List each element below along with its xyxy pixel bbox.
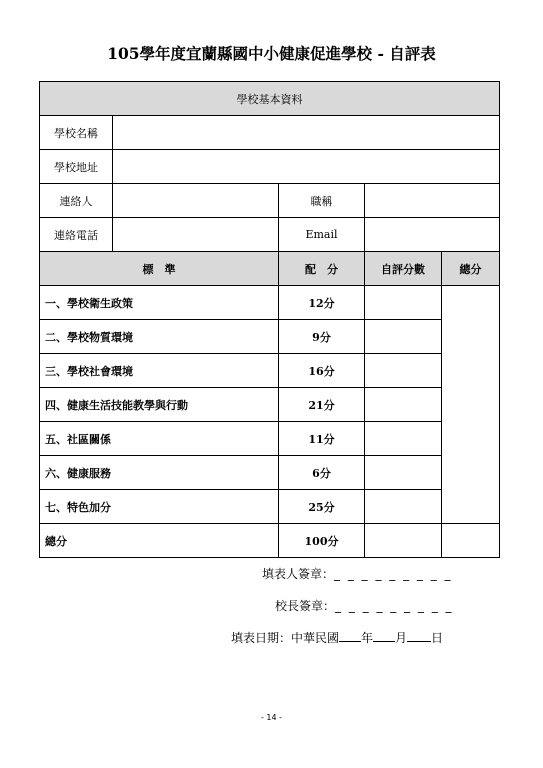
self-score-field[interactable] xyxy=(365,320,442,354)
criterion-label: 二、學校物質環境 xyxy=(40,320,279,354)
criterion-label: 五、社區關係 xyxy=(40,422,279,456)
criterion-label: 三、學校社會環境 xyxy=(40,354,279,388)
total-score-field[interactable] xyxy=(442,286,500,524)
criterion-points: 21分 xyxy=(279,388,365,422)
filler-signature-blank: _ _ _ _ _ _ _ _ _ xyxy=(334,567,453,581)
self-score-field[interactable] xyxy=(365,286,442,320)
date-day-blank[interactable] xyxy=(407,630,431,642)
school-name-label: 學校名稱 xyxy=(40,116,113,150)
date-day-label: 日 xyxy=(431,631,444,645)
total-self-score-field[interactable] xyxy=(365,524,442,558)
school-name-field[interactable] xyxy=(113,116,500,150)
filler-signature-line[interactable] xyxy=(262,565,453,582)
criterion-points: 6分 xyxy=(279,456,365,490)
criterion-points: 16分 xyxy=(279,354,365,388)
principal-signature-label: 校長簽章： xyxy=(275,599,336,613)
date-month-label: 月 xyxy=(395,631,408,645)
date-year-blank[interactable] xyxy=(339,630,361,642)
principal-signature-line[interactable] xyxy=(275,597,454,614)
fill-date-line xyxy=(231,629,443,646)
job-title-field[interactable] xyxy=(365,184,500,218)
page-number: - 14 - xyxy=(260,713,283,722)
criterion-label: 六、健康服務 xyxy=(40,456,279,490)
date-month-blank[interactable] xyxy=(373,630,395,642)
job-title-label: 職稱 xyxy=(279,184,365,218)
phone-label: 連絡電話 xyxy=(40,218,113,252)
criterion-points: 9分 xyxy=(279,320,365,354)
criterion-label: 一、學校衛生政策 xyxy=(40,286,279,320)
self-score-field[interactable] xyxy=(365,422,442,456)
criterion-label: 四、健康生活技能教學與行動 xyxy=(40,388,279,422)
criterion-label: 七、特色加分 xyxy=(40,490,279,524)
self-evaluation-table xyxy=(39,81,500,558)
section-header-basic-info: 學校基本資料 xyxy=(40,82,500,116)
form-title: 105學年度宜蘭縣國中小健康促進學校 - 自評表 xyxy=(107,44,436,63)
self-score-field[interactable] xyxy=(365,388,442,422)
fill-date-label: 填表日期：中華民國 xyxy=(231,631,340,645)
self-score-field[interactable] xyxy=(365,490,442,524)
date-year-label: 年 xyxy=(361,631,374,645)
standard-header: 標 準 xyxy=(40,252,279,286)
grand-total-field[interactable] xyxy=(442,524,500,558)
total-row-label: 總分 xyxy=(40,524,279,558)
criterion-points: 11分 xyxy=(279,422,365,456)
criterion-points: 12分 xyxy=(279,286,365,320)
phone-field[interactable] xyxy=(113,218,279,252)
school-address-label: 學校地址 xyxy=(40,150,113,184)
filler-signature-label: 填表人簽章： xyxy=(262,567,335,581)
self-score-field[interactable] xyxy=(365,354,442,388)
self-score-field[interactable] xyxy=(365,456,442,490)
contact-label: 連絡人 xyxy=(40,184,113,218)
school-address-field[interactable] xyxy=(113,150,500,184)
self-score-header: 自評分數 xyxy=(365,252,442,286)
criterion-points: 25分 xyxy=(279,490,365,524)
email-field[interactable] xyxy=(365,218,500,252)
principal-signature-blank: _ _ _ _ _ _ _ _ _ xyxy=(335,599,454,613)
email-label: Email xyxy=(279,218,365,252)
points-header: 配 分 xyxy=(279,252,365,286)
total-header: 總分 xyxy=(442,252,500,286)
contact-field[interactable] xyxy=(113,184,279,218)
total-row-points: 100分 xyxy=(279,524,365,558)
